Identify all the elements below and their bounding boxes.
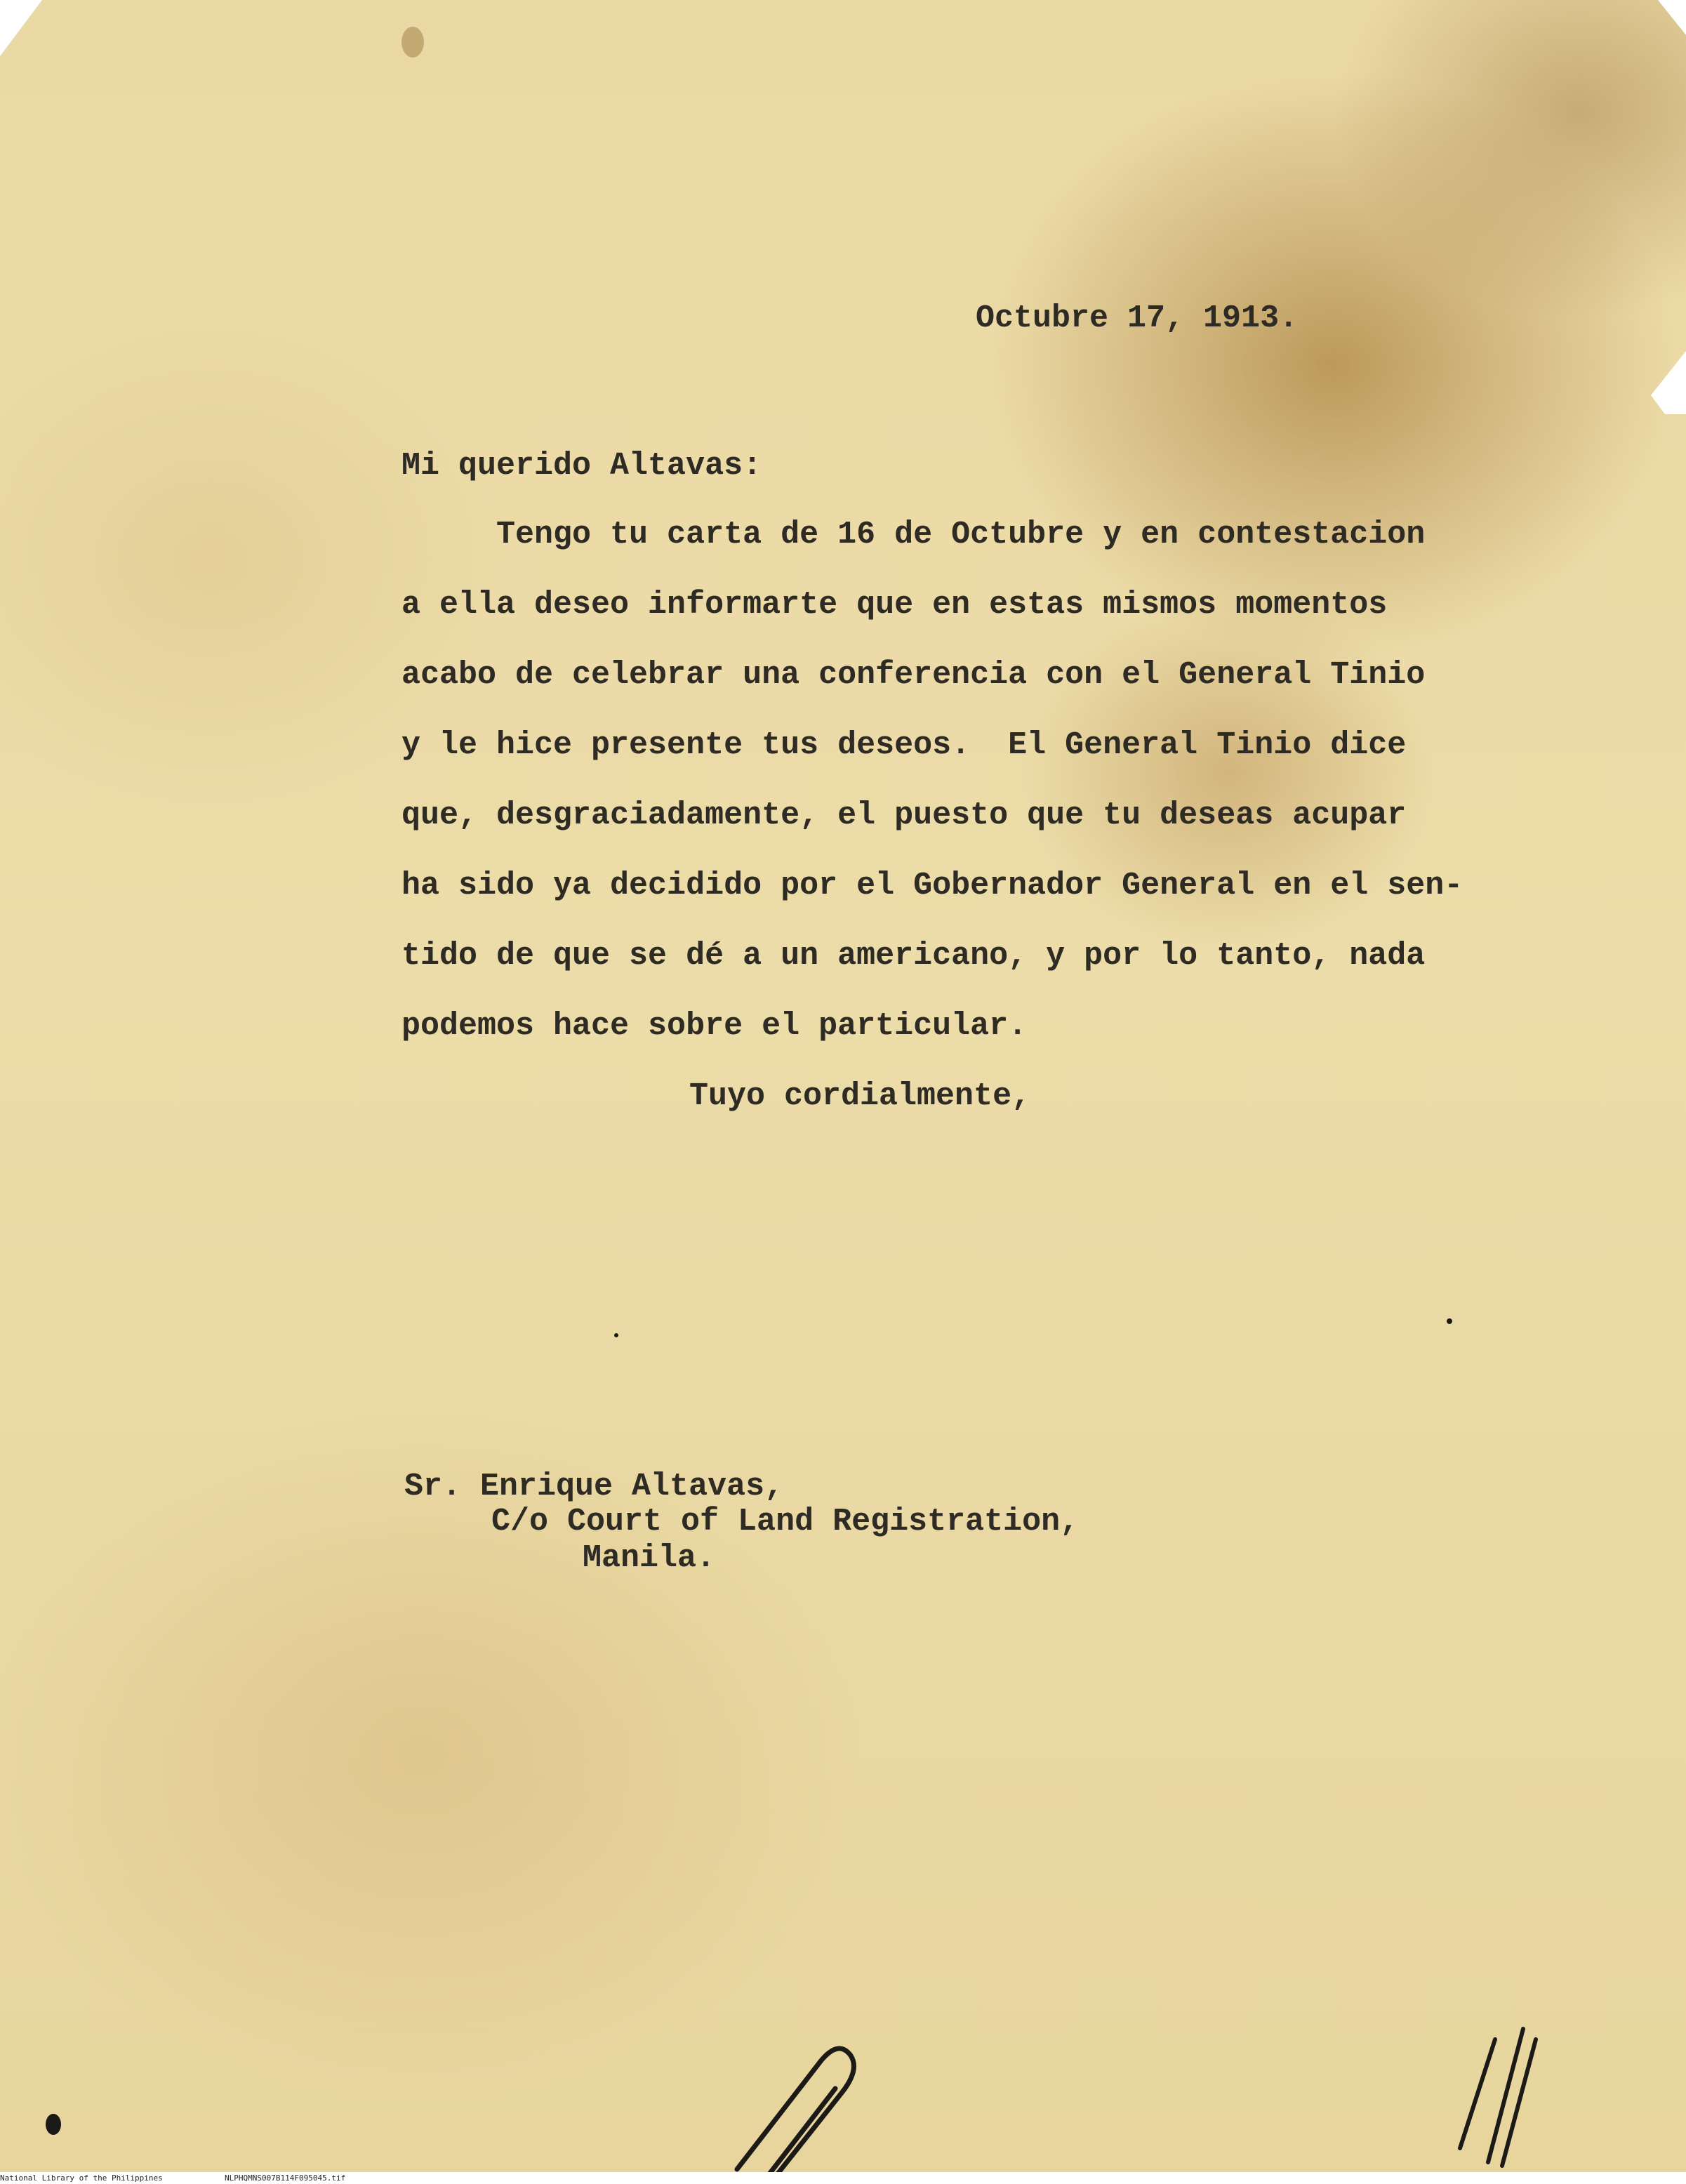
letter-salutation: Mi querido Altavas:	[401, 448, 762, 484]
ink-dot-marks	[46, 1318, 1452, 2135]
address-line-recipient: Sr. Enrique Altavas,	[404, 1469, 784, 1504]
body-line: y le hice presente tus deseos. El General Tinio dice	[401, 727, 1407, 763]
letter-date: Octubre 17, 1913.	[976, 300, 1299, 336]
body-line: tido de que se dé a un americano, y por lo tanto, nada	[401, 938, 1426, 974]
letter-closing: Tuyo cordialmente,	[689, 1078, 1031, 1114]
body-line: Tengo tu carta de 16 de Octubre y en contestacion	[401, 517, 1426, 552]
address-line-care-of: C/o Court of Land Registration,	[491, 1504, 1080, 1540]
archive-label: National Library of the Philippines	[0, 2173, 163, 2183]
body-line: acabo de celebrar una conferencia con el General Tinio	[401, 657, 1426, 693]
address-line-city: Manila.	[583, 1540, 716, 1576]
stain-spot	[401, 27, 424, 58]
body-line: ha sido ya decidido por el Gobernador General en el sen-	[401, 868, 1463, 904]
body-line: podemos hace sobre el particular.	[401, 1008, 1028, 1044]
body-line: que, desgraciadamente, el puesto que tu deseas acupar	[401, 798, 1407, 833]
body-line: a ella deseo informarte que en estas mismos momentos	[401, 587, 1388, 623]
paper-clip-mark	[737, 2049, 854, 2176]
file-name-label: NLPHQMNS007B114F095045.tif	[225, 2173, 346, 2183]
pencil-marks	[1460, 2029, 1536, 2166]
